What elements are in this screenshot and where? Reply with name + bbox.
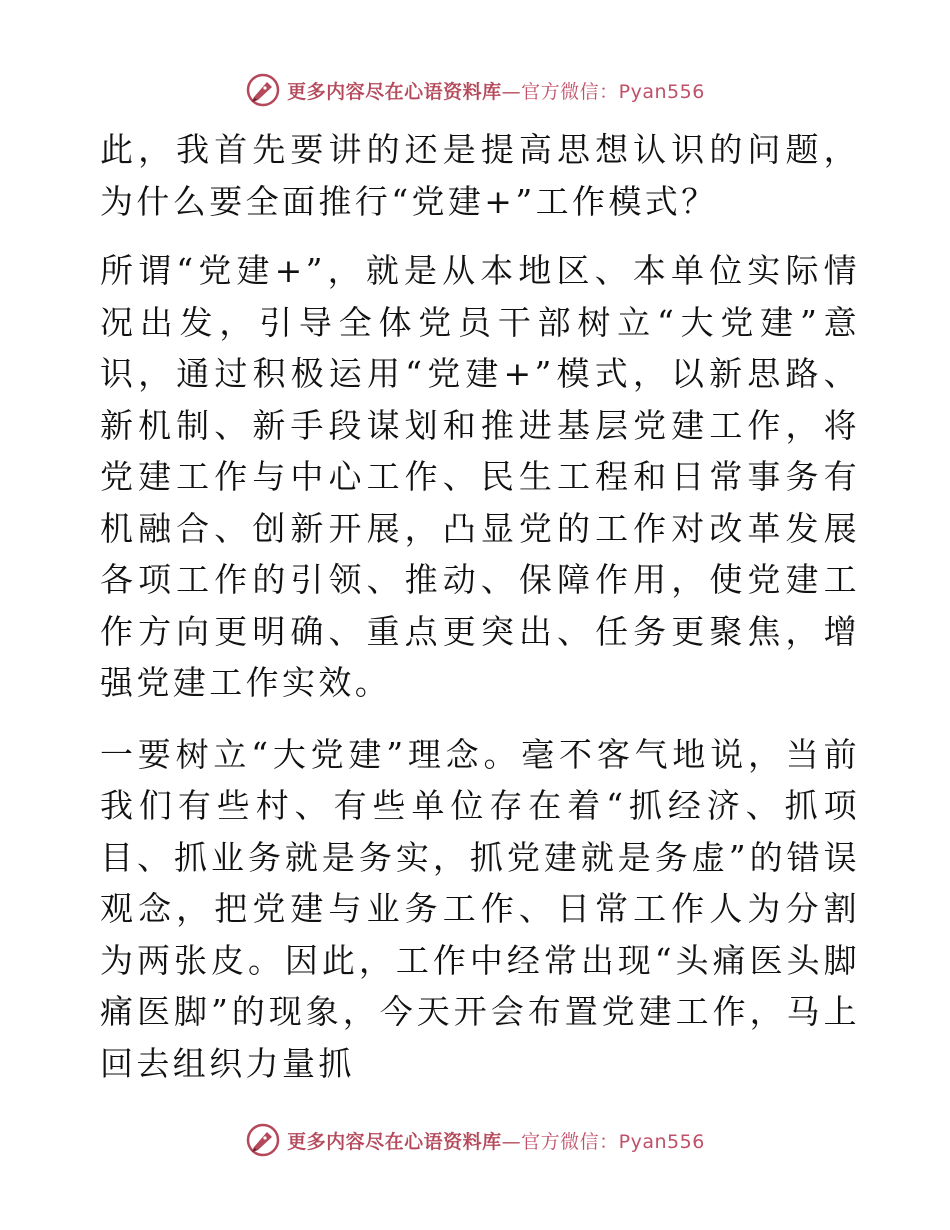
paragraph-2: 所谓“党建+”，就是从本地区、本单位实际情况出发，引导全体党员干部树立“大党建”意识，通过积极运用“党建+”模式，以新思路、新机制、新手段谋划和推进基层党建工作，将党建工作与中心工作、民生工程和日常事务有机融合、创新开展，凸显党的工作对改革发展各项工作的引领、推动、保障作用，使党建工作方向更明确、重点更突出、任务更聚焦，增强党建工作实效。: [100, 251, 860, 702]
document-body: [100, 124, 860, 1089]
watermark-contact: 官方微信：Pyan556: [521, 80, 705, 103]
pen-nib-logo-icon: [245, 72, 281, 108]
watermark-site-name: 更多内容尽在心语资料库: [287, 1130, 502, 1153]
paragraph-3: 一要树立“大党建”理念。毫不客气地说，当前我们有些村、有些单位存在着“抓经济、抓项目、抓业务就是务实，抓党建就是务虚”的错误观念，把党建与业务工作、日常工作人为分割为两张皮。因此，工作中经常出现“头痛医头脚痛医脚”的现象，今天开会布置党建工作，马上回去组织力量抓: [100, 734, 860, 1083]
watermark-contact: 官方微信：Pyan556: [521, 1130, 705, 1153]
watermark-site-name: 更多内容尽在心语资料库: [287, 80, 502, 103]
header-watermark: [0, 70, 950, 110]
watermark-separator: —: [501, 1130, 522, 1153]
watermark-text: [287, 77, 705, 104]
pen-nib-logo-icon: [245, 1122, 281, 1158]
paragraph-1: 此，我首先要讲的还是提高思想认识的问题，为什么要全面推行“党建+”工作模式？: [100, 130, 860, 221]
footer-watermark: [0, 1120, 950, 1160]
watermark-separator: —: [501, 80, 522, 103]
watermark-text: [287, 1127, 705, 1154]
